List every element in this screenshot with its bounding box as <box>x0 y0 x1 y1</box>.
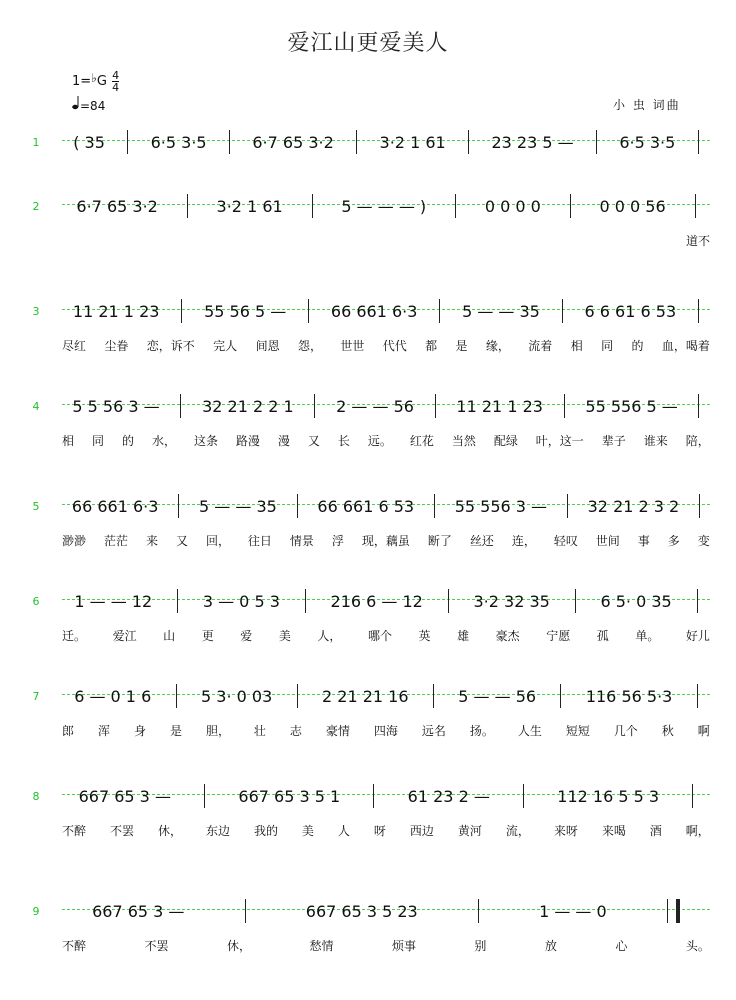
lyric-word: 人， <box>317 629 342 643</box>
lyric-word: 往日 <box>247 534 272 548</box>
bar-line <box>695 194 696 218</box>
measure-notes: 5 — — — ) <box>341 196 427 216</box>
bar-line <box>468 130 469 154</box>
bar-line <box>176 684 177 708</box>
lyric-word: 远名 <box>421 724 446 738</box>
measure-notes: 23 23 5 — <box>491 132 574 152</box>
measure-notes: 32 21 2 3 2 <box>587 496 680 516</box>
lyric-word: 长 <box>337 434 350 448</box>
lyric-word: 红花 <box>409 434 434 448</box>
system-number: 7 <box>32 690 40 703</box>
lyric-word: 好儿 <box>685 629 710 643</box>
lyric-word: 壮 <box>253 724 266 738</box>
bar-line <box>356 130 357 154</box>
lyric-word: 当然 <box>451 434 476 448</box>
lyric-word: 浮 <box>331 534 344 548</box>
bar-line <box>699 494 700 518</box>
measure-notes: 1 — — 0 <box>539 901 607 921</box>
lyric-word: 间恩 <box>255 339 280 353</box>
lyric-word: 不罢 <box>144 939 169 953</box>
lyrics-line <box>62 232 728 250</box>
lyric-word: 愁情 <box>309 939 334 953</box>
measure-notes: 6·7 65 3·2 <box>76 196 158 216</box>
measure-notes: 667 65 3 5 23 <box>305 901 418 921</box>
notation-line <box>62 783 710 809</box>
measure-notes: 66 661 6·3 <box>71 496 159 516</box>
lyric-word: 不罢 <box>109 824 134 838</box>
lyrics-line <box>62 627 710 645</box>
measure-notes: 6 5· 0 35 <box>600 591 672 611</box>
measure-notes: 6 — 0 1 6 <box>74 686 152 706</box>
bar-line <box>692 784 693 808</box>
measure-notes: 11 21 1 23 <box>72 301 160 321</box>
lyric-word: 放 <box>544 939 557 953</box>
measure-notes: 2 21 21 16 <box>322 686 409 706</box>
bar-line <box>187 194 188 218</box>
measure-notes: 32 21 2 2 1 <box>202 396 294 416</box>
lyric-word: 扬。 <box>469 724 494 738</box>
lyric-word: 头。 <box>685 939 710 953</box>
bar-line <box>297 684 298 708</box>
measure-notes: 55 556 5 — <box>585 396 678 416</box>
lyrics-line <box>62 822 710 840</box>
measure-notes: 6·5 3·5 <box>619 132 676 152</box>
measure-notes: 112 16 5 5 3 <box>557 786 660 806</box>
lyric-word: 雄 <box>457 629 470 643</box>
lyric-word: 东边 <box>205 824 230 838</box>
lyric-word: 别 <box>474 939 487 953</box>
lyric-word: 恋，诉不 <box>146 339 195 353</box>
lyric-word: 身 <box>133 724 146 738</box>
lyric-word: 山 <box>163 629 176 643</box>
measure-notes: 667 65 3 — <box>78 786 171 806</box>
score-system <box>0 585 736 655</box>
measure-notes: 5 — — 35 <box>462 301 540 321</box>
lyric-word: 啊 <box>697 724 710 738</box>
bar-line <box>177 589 178 613</box>
lyric-word: 辈子 <box>601 434 626 448</box>
lyric-word: 远。 <box>367 434 392 448</box>
tempo-value: =84 <box>80 99 106 113</box>
lyric-word: 事 <box>637 534 650 548</box>
system-number: 6 <box>32 595 40 608</box>
lyric-word: 爱江 <box>112 629 137 643</box>
final-barline <box>667 899 680 923</box>
score-system <box>0 190 736 260</box>
lyric-word: 连， <box>511 534 536 548</box>
measure-notes: 667 65 3 5 1 <box>238 786 341 806</box>
lyric-word: 相 <box>62 434 75 448</box>
bar-line <box>314 394 315 418</box>
lyrics-line <box>62 168 710 186</box>
lyric-word: 烦事 <box>391 939 416 953</box>
lyric-word: 尽红 <box>62 339 87 353</box>
measure-notes: 0 0 0 56 <box>599 196 666 216</box>
measure-notes: 3·2 1 61 <box>216 196 283 216</box>
lyric-word: 世间 <box>595 534 620 548</box>
notation-line <box>62 898 710 924</box>
notation-line <box>62 129 710 155</box>
measure-notes: 3 — 0 5 3 <box>202 591 280 611</box>
bar-line <box>305 589 306 613</box>
lyric-word: 人生 <box>517 724 542 738</box>
bar-line <box>434 494 435 518</box>
lyric-word: 呀 <box>373 824 386 838</box>
time-signature <box>112 70 119 93</box>
lyric-word: 酒 <box>649 824 662 838</box>
measure-notes: ( 35 <box>73 132 105 152</box>
lyric-word: 豪情 <box>325 724 350 738</box>
meter-bottom: 4 <box>112 81 120 94</box>
lyric-word: 不醉 <box>62 824 87 838</box>
lyrics-line <box>62 937 710 955</box>
lyric-word: 血，喝着 <box>661 339 710 353</box>
bar-line <box>448 589 449 613</box>
composer-credit: 小 虫 词曲 <box>613 98 681 112</box>
lyric-word: 我的 <box>253 824 278 838</box>
lyric-word: 美 <box>278 629 291 643</box>
bar-line <box>697 684 698 708</box>
lyric-word: 志 <box>289 724 302 738</box>
lyric-word: 单。 <box>635 629 660 643</box>
lyric-word: 美 <box>301 824 314 838</box>
lyric-word: 谁来 <box>643 434 668 448</box>
lyric-word: 几个 <box>613 724 638 738</box>
bar-line <box>433 684 434 708</box>
lyric-word: 这条 <box>193 434 218 448</box>
measure-notes: 5 — — 35 <box>199 496 277 516</box>
key-letter: G <box>96 74 107 89</box>
measure-notes: 5 3· 0 03 <box>201 686 273 706</box>
lyrics-line <box>62 722 710 740</box>
lyric-word: 多 <box>667 534 680 548</box>
lyric-word: 宁愿 <box>546 629 571 643</box>
quarter-note-icon <box>72 96 80 113</box>
lyric-word: 渺渺 <box>62 534 87 548</box>
lyric-word: 浑 <box>97 724 110 738</box>
measure-notes: 55 556 3 — <box>454 496 548 516</box>
lyric-word: 轻叹 <box>553 534 578 548</box>
bar-line <box>245 899 246 923</box>
lyric-word: 世世 <box>340 339 365 353</box>
lyric-word: 来 <box>145 534 158 548</box>
score-system <box>0 895 736 965</box>
lyric-word: 秋 <box>661 724 674 738</box>
song-title: 爱江山更爱美人 <box>287 31 449 56</box>
bar-line <box>178 494 179 518</box>
measure-notes: 61 23 2 — <box>407 786 490 806</box>
score-system <box>0 126 736 196</box>
bar-line <box>570 194 571 218</box>
notation-line <box>62 683 710 709</box>
bar-line <box>478 899 479 923</box>
bar-line <box>127 130 128 154</box>
key-signature <box>72 70 119 93</box>
measure-notes: 6 6 61 6 53 <box>584 301 677 321</box>
bar-line <box>297 494 298 518</box>
lyric-word: 水， <box>151 434 176 448</box>
lyric-word: 啊， <box>685 824 710 838</box>
system-number: 3 <box>32 305 40 318</box>
measure-notes: 11 21 1 23 <box>456 396 543 416</box>
lyrics-line <box>62 432 710 450</box>
lyric-word: 漫 <box>277 434 290 448</box>
lyrics-line <box>62 532 710 550</box>
lyric-word: 黄河 <box>457 824 482 838</box>
score-system <box>0 780 736 850</box>
bar-line <box>698 299 699 323</box>
lyric-word: 休， <box>226 939 251 953</box>
lyric-word: 迁。 <box>62 629 87 643</box>
meter-top: 4 <box>112 69 120 82</box>
flat-sign: ♭ <box>91 71 97 85</box>
lyric-word: 来呀 <box>553 824 578 838</box>
tempo-marking <box>72 96 105 113</box>
lyric-word: 叶，这一 <box>535 434 584 448</box>
lyric-word: 又 <box>307 434 320 448</box>
lyric-word: 缘， <box>485 339 510 353</box>
bar-line <box>312 194 313 218</box>
system-number: 9 <box>32 905 40 918</box>
lyric-word: 四海 <box>373 724 398 738</box>
system-number: 8 <box>32 790 40 803</box>
measure-notes: 66 661 6 53 <box>317 496 415 516</box>
notation-line <box>62 588 710 614</box>
system-number: 4 <box>32 400 40 413</box>
score-system <box>0 680 736 750</box>
lyric-word: 更 <box>201 629 214 643</box>
lyric-word: 丝还 <box>469 534 494 548</box>
lyric-word: 胆， <box>205 724 230 738</box>
bar-line <box>596 130 597 154</box>
bar-line <box>523 784 524 808</box>
bar-line <box>181 299 182 323</box>
lyric-word: 哪个 <box>367 629 392 643</box>
lyric-word: 心 <box>615 939 628 953</box>
lyric-word: 怨， <box>297 339 322 353</box>
measure-notes: 6·7 65 3·2 <box>252 132 334 152</box>
bar-line <box>575 589 576 613</box>
lyric-word: 代代 <box>382 339 407 353</box>
bar-line <box>308 299 309 323</box>
lyric-word: 又 <box>175 534 188 548</box>
measure-notes: 66 661 6·3 <box>330 301 418 321</box>
score-system <box>0 390 736 460</box>
bar-line <box>229 130 230 154</box>
lyric-word: 尘眷 <box>104 339 129 353</box>
lyric-word: 人 <box>337 824 350 838</box>
measure-notes: 1 — — 12 <box>74 591 153 611</box>
lyric-word: 是 <box>169 724 182 738</box>
bar-line <box>697 589 698 613</box>
lyric-word: 的 <box>121 434 134 448</box>
bar-line <box>562 299 563 323</box>
lyric-word: 都 <box>425 339 438 353</box>
lyric-word: 休， <box>157 824 182 838</box>
key-prefix: 1= <box>72 74 92 89</box>
bar-line <box>455 194 456 218</box>
lyric-word: 配绿 <box>493 434 518 448</box>
score-system <box>0 295 736 365</box>
notation-line <box>62 393 710 419</box>
lyric-word: 郎 <box>62 724 75 738</box>
measure-notes: 5 — — 56 <box>458 686 537 706</box>
measure-notes: 2 — — 56 <box>336 396 414 416</box>
lyric-word: 短短 <box>565 724 590 738</box>
lyric-word: 爱 <box>240 629 253 643</box>
lyric-word: 不醉 <box>62 939 87 953</box>
lyric-word: 流， <box>505 824 530 838</box>
lyric-word: 完人 <box>213 339 238 353</box>
lyric-word: 变 <box>697 534 710 548</box>
lyric-word: 西边 <box>409 824 434 838</box>
measure-notes: 116 56 5·3 <box>585 686 673 706</box>
notation-line <box>62 493 710 519</box>
bar-line <box>698 394 699 418</box>
notation-line <box>62 193 710 219</box>
lyric-word: 英 <box>418 629 431 643</box>
lyric-word: 豪杰 <box>495 629 520 643</box>
lyric-word: 陪， <box>685 434 710 448</box>
lyric-word: 流着 <box>528 339 553 353</box>
bar-line <box>373 784 374 808</box>
lyric-word: 相 <box>570 339 583 353</box>
bar-line <box>204 784 205 808</box>
lyrics-line <box>62 337 710 355</box>
bar-line <box>698 130 699 154</box>
notation-line <box>62 298 710 324</box>
system-number: 5 <box>32 500 40 513</box>
lyric-word: 回， <box>205 534 230 548</box>
bar-line <box>564 394 565 418</box>
measure-notes: 3·2 1 61 <box>379 132 446 152</box>
measure-notes: 667 65 3 — <box>92 901 185 921</box>
lyric-word: 来喝 <box>601 824 626 838</box>
lyric-word: 的 <box>631 339 644 353</box>
system-number: 1 <box>32 136 40 149</box>
lyric-word: 孤 <box>596 629 609 643</box>
lyric-word: 同 <box>601 339 614 353</box>
measure-notes: 55 56 5 — <box>204 301 287 321</box>
lyric-word: 同 <box>91 434 104 448</box>
lyric-word: 情景 <box>289 534 314 548</box>
system-number: 2 <box>32 200 40 213</box>
lyric-word: 断了 <box>427 534 452 548</box>
lyric-word: 茫茫 <box>103 534 128 548</box>
measure-notes: 3·2 32 35 <box>473 591 550 611</box>
lyric-word: 路漫 <box>235 434 260 448</box>
bar-line <box>439 299 440 323</box>
measure-notes: 0 0 0 0 <box>484 196 541 216</box>
lyric-word: 道不 <box>685 234 710 248</box>
measure-notes: 6·5 3·5 <box>150 132 207 152</box>
measure-notes: 5 5 56 3 — <box>72 396 160 416</box>
bar-line <box>567 494 568 518</box>
bar-line <box>435 394 436 418</box>
measure-notes: 216 6 — 12 <box>330 591 423 611</box>
bar-line <box>560 684 561 708</box>
score-system <box>0 490 736 560</box>
lyric-word: 现，藕虽 <box>361 534 410 548</box>
bar-line <box>180 394 181 418</box>
lyric-word: 是 <box>455 339 468 353</box>
